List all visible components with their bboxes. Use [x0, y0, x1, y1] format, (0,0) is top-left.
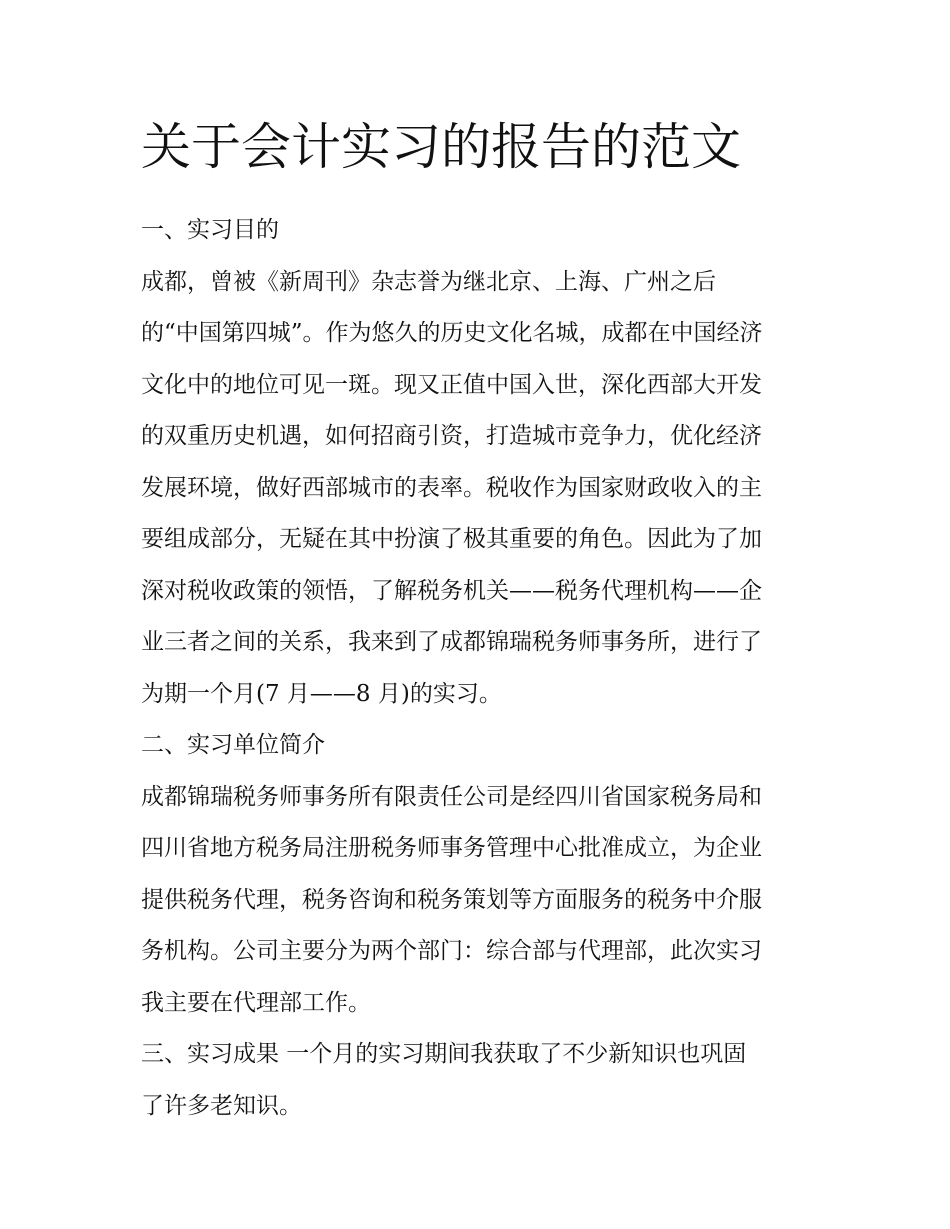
paragraph-line: 四川省地方税务局注册税务师事务管理中心批准成立，为企业	[141, 835, 762, 861]
section-heading: 三、实习成果 一个月的实习期间我获取了不少新知识也巩固	[141, 1041, 747, 1067]
section-heading: 一、实习目的	[141, 217, 279, 243]
paragraph-line: 成都，曾被《新周刊》杂志誉为继北京、上海、广州之后	[141, 268, 716, 295]
paragraph-line: 发展环境，做好西部城市的表率。税收作为国家财政收入的主	[141, 474, 762, 501]
paragraph-line: 业三者之间的关系，我来到了成都锦瑞税务师事务所，进行了	[141, 629, 762, 655]
paragraph-line: 深对税收政策的领悟，了解税务机关——税务代理机构——企	[141, 577, 762, 604]
paragraph-line: 提供税务代理，税务咨询和税务策划等方面服务的税务中介服	[141, 886, 762, 913]
paragraph-line: 的双重历史机遇，如何招商引资，打造城市竞争力，优化经济	[141, 423, 762, 449]
paragraph-line: 了许多老知识。	[141, 1092, 302, 1119]
paragraph-line: 成都锦瑞税务师事务所有限责任公司是经四川省国家税务局和	[141, 783, 762, 810]
paragraph-line: 为期一个月(7 月——8 月)的实习。	[141, 680, 502, 707]
text-lines	[141, 205, 813, 1132]
section-heading: 二、实习单位简介	[141, 732, 325, 758]
document-title: 关于会计实习的报告的范文	[141, 118, 741, 176]
paragraph-line: 我主要在代理部工作。	[141, 989, 371, 1016]
paragraph-line: 文化中的地位可见一斑。现又正值中国入世，深化西部大开发	[141, 371, 762, 398]
paragraph-line: 的“中国第四城”。作为悠久的历史文化名城，成都在中国经济	[141, 320, 763, 346]
paragraph-line: 要组成部分，无疑在其中扮演了极其重要的角色。因此为了加	[141, 526, 762, 552]
paragraph-line: 务机构。公司主要分为两个部门：综合部与代理部，此次实习	[141, 938, 762, 964]
document-body	[141, 113, 813, 1132]
